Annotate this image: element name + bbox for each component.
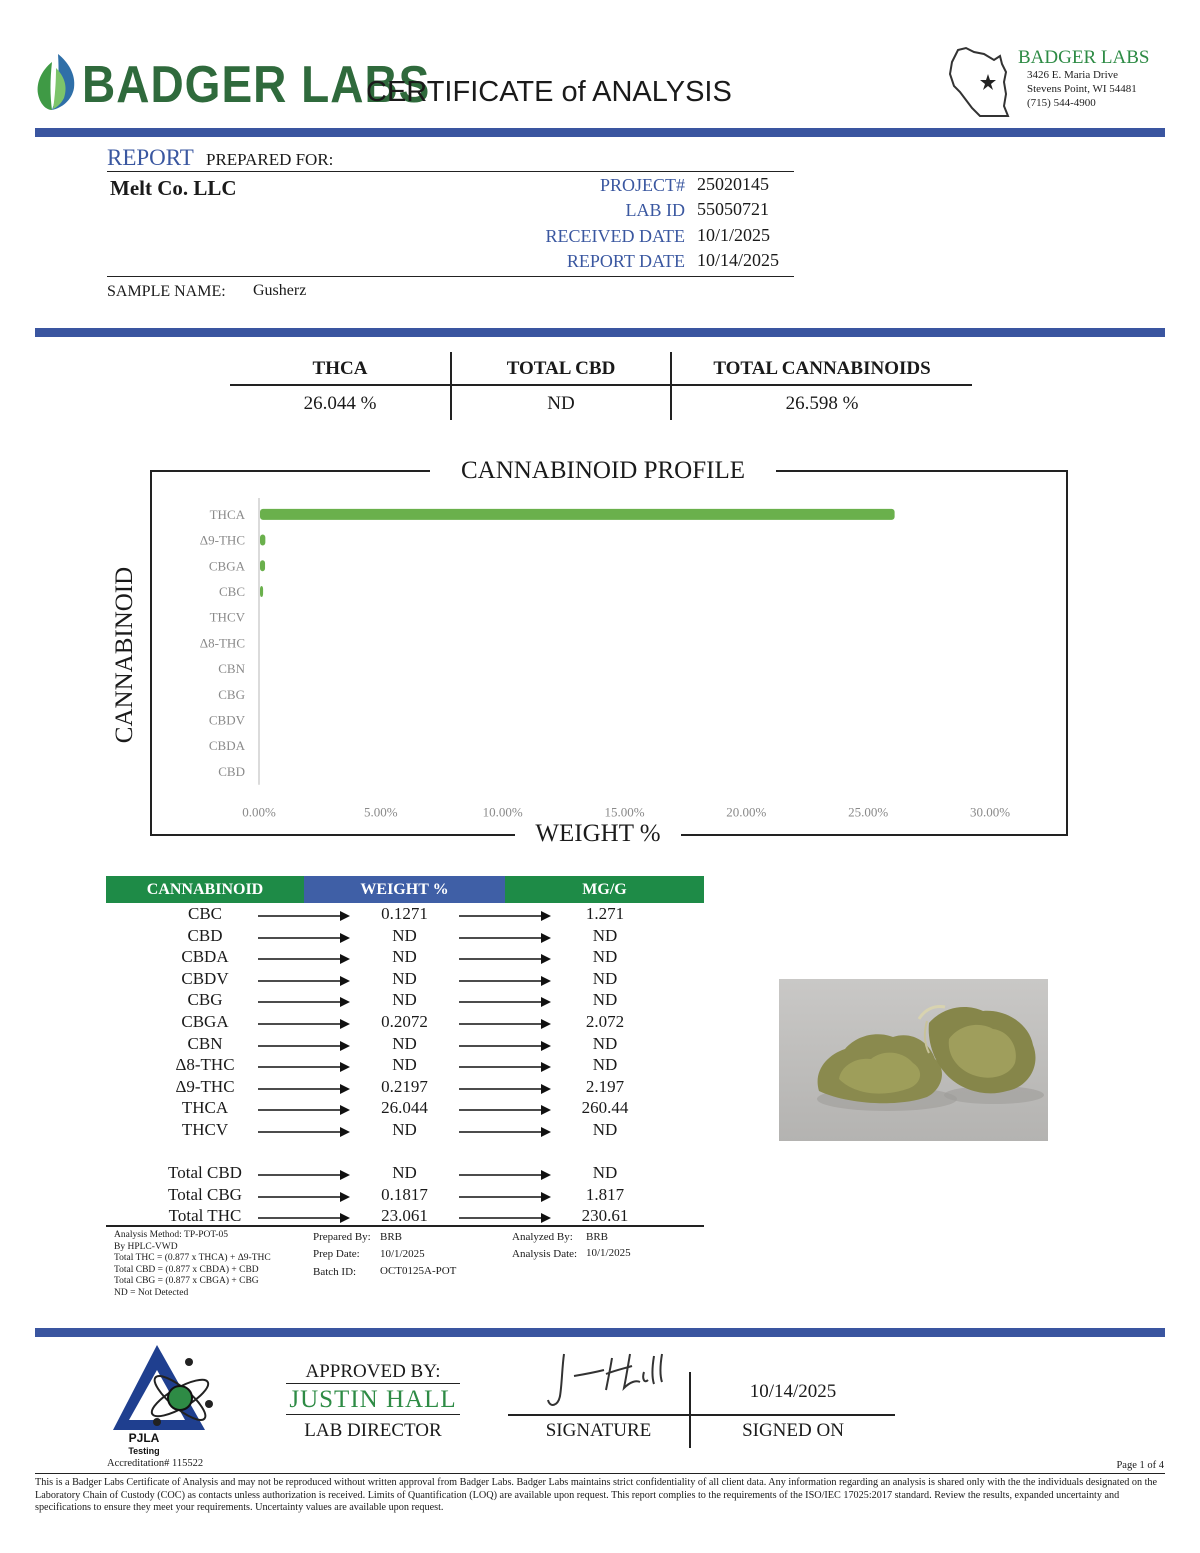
project-label: PROJECT# <box>599 175 685 195</box>
chart-x-tick-label: 30.00% <box>969 804 1011 820</box>
chart-bar <box>260 586 263 597</box>
cannabinoid-profile-chart <box>152 490 1066 820</box>
table-header-cannabinoid: CANNABINOID <box>106 876 304 903</box>
chart-bar <box>260 560 265 571</box>
total-name: Total CBG <box>168 1184 242 1204</box>
total-name: Total THC <box>168 1206 242 1226</box>
chart-x-label: WEIGHT % <box>515 820 681 848</box>
page-number: Page 1 of 4 <box>1116 1460 1164 1471</box>
method-by-line: By HPLC-VWD <box>114 1241 178 1252</box>
weight-value: 0.1271 <box>381 904 428 923</box>
cannabinoid-name: CBD <box>187 925 223 945</box>
mgg-value: 2.072 <box>585 1012 625 1031</box>
chart-category-label: Δ8-THC <box>199 635 245 651</box>
mgg-value: 260.44 <box>581 1098 629 1118</box>
summary-rule <box>230 384 972 386</box>
chart-category-label: CBD <box>218 763 245 779</box>
analyzed-by-value: BRB <box>586 1231 609 1243</box>
mgg-value: 230.61 <box>581 1206 629 1226</box>
mgg-value: 1.817 <box>585 1184 625 1204</box>
chart-x-tick-label: 25.00% <box>848 804 889 820</box>
report-date-value: 10/14/2025 <box>697 250 780 270</box>
batch-id-label: Batch ID: <box>313 1266 357 1278</box>
row-arrow-icon <box>258 1126 352 1138</box>
project-value: 25020145 <box>697 174 769 194</box>
chart-category-label: CBC <box>218 583 245 599</box>
weight-value: 0.1817 <box>381 1184 428 1204</box>
chart-category-label: CBDA <box>208 738 245 754</box>
row-arrow-icon <box>258 1083 352 1095</box>
chart-x-tick-label: 10.00% <box>482 804 523 820</box>
weight-value: 26.044 <box>381 1098 428 1118</box>
row-arrow-icon <box>459 1083 553 1095</box>
row-arrow-icon <box>258 953 352 965</box>
row-arrow-icon <box>258 1061 352 1073</box>
row-arrow-icon <box>459 996 553 1008</box>
logo-wordmark: BADGER LABS <box>82 55 431 114</box>
summary-total-cannabinoids-value: 26.598 % <box>785 393 859 414</box>
lab-name: BADGER LABS <box>1018 47 1150 68</box>
row-arrow-icon <box>258 1104 352 1116</box>
row-arrow-icon <box>258 1191 352 1203</box>
row-arrow-icon <box>459 953 553 965</box>
cannabinoid-name: CBDV <box>181 968 229 988</box>
lab-id-value: 55050721 <box>697 199 769 219</box>
wisconsin-map-icon <box>944 42 1022 120</box>
row-arrow-icon <box>459 1040 553 1052</box>
chart-x-tick-label: 5.00% <box>364 804 398 820</box>
signed-on-label: SIGNED ON <box>742 1420 844 1441</box>
mgg-value: ND <box>592 1055 618 1075</box>
report-rule-bottom <box>107 276 794 277</box>
cannabinoid-name: CBDA <box>181 947 229 967</box>
method-line: Analysis Method: TP-POT-05 <box>114 1230 229 1240</box>
chart-y-label: CANNABINOID <box>111 555 139 755</box>
weight-value: 0.2197 <box>381 1076 428 1096</box>
row-arrow-icon <box>258 1169 352 1181</box>
weight-value: ND <box>392 990 417 1010</box>
report-rule-top <box>107 171 794 172</box>
client-name: Melt Co. LLC <box>110 176 237 200</box>
chart-category-label: Δ9-THC <box>199 532 245 548</box>
row-arrow-icon <box>459 1126 553 1138</box>
chart-category-label: CBDV <box>208 712 245 728</box>
row-arrow-icon <box>258 1018 352 1030</box>
prepared-for-label: PREPARED FOR: <box>206 150 334 169</box>
row-arrow-icon <box>258 1212 352 1224</box>
mgg-value: 1.271 <box>585 904 625 923</box>
cannabinoid-name: THCV <box>181 1120 229 1139</box>
cannabinoid-name: CBG <box>187 990 223 1010</box>
approver-name: JUSTIN HALL <box>289 1386 457 1413</box>
prepared-by-label: Prepared By: <box>313 1231 371 1243</box>
chart-bar <box>260 509 895 520</box>
weight-value: ND <box>392 1033 417 1053</box>
chart-title: CANNABINOID PROFILE <box>430 457 776 485</box>
row-arrow-icon <box>459 975 553 987</box>
header-divider <box>35 128 1165 137</box>
chart-x-tick-label: 0.00% <box>242 804 276 820</box>
sample-photo <box>779 979 1048 1141</box>
section-divider <box>35 328 1165 337</box>
cbg-formula: Total CBG = (0.877 x CBGA) + CBG <box>114 1276 259 1286</box>
analyzed-by-label: Analyzed By: <box>512 1231 573 1243</box>
cannabinoid-name: CBC <box>187 904 223 923</box>
summary-thca-label: THCA <box>312 358 368 379</box>
mgg-value: ND <box>592 925 618 945</box>
summary-total-cbd-label: TOTAL CBD <box>506 358 616 379</box>
summary-total-cbd-value: ND <box>547 393 575 414</box>
table-rule-bottom <box>106 1225 704 1227</box>
weight-value: ND <box>392 1055 417 1075</box>
mgg-value: ND <box>592 947 618 967</box>
summary-thca-value: 26.044 % <box>303 393 377 414</box>
signature-image <box>540 1348 670 1414</box>
row-arrow-icon <box>258 910 352 922</box>
summary-total-cannabinoids-label: TOTAL CANNABINOIDS <box>713 358 931 379</box>
mgg-value: ND <box>592 1163 618 1183</box>
weight-value: 23.061 <box>381 1206 428 1226</box>
footer-rule <box>35 1473 1165 1474</box>
received-date-value: 10/1/2025 <box>697 225 771 245</box>
method-notes <box>114 1230 271 1299</box>
prepared-by-value: BRB <box>380 1231 403 1243</box>
nd-note: ND = Not Detected <box>114 1287 189 1298</box>
accreditation-number: Accreditation# 115522 <box>107 1458 204 1469</box>
weight-value: ND <box>392 1120 417 1139</box>
approver-rule <box>286 1414 460 1415</box>
document-title: CERTIFICATE of ANALYSIS <box>366 76 732 108</box>
prep-date-label: Prep Date: <box>313 1248 360 1260</box>
cannabinoid-name: Δ8-THC <box>175 1055 235 1075</box>
total-name: Total CBD <box>168 1163 242 1183</box>
approver-title: LAB DIRECTOR <box>304 1420 442 1441</box>
chart-category-label: THCA <box>209 506 245 522</box>
chart-category-label: THCV <box>209 609 245 625</box>
weight-value: ND <box>392 1163 417 1183</box>
weight-value: ND <box>392 925 417 945</box>
weight-value: 0.2072 <box>381 1012 428 1031</box>
analysis-date-label: Analysis Date: <box>512 1248 578 1260</box>
row-arrow-icon <box>459 1191 553 1203</box>
batch-id-value: OCT0125A-POT <box>380 1265 457 1277</box>
mgg-value: ND <box>592 1033 618 1053</box>
row-arrow-icon <box>459 1061 553 1073</box>
sample-name-value: Gusherz <box>253 282 307 299</box>
received-date-label: RECEIVED DATE <box>545 226 685 246</box>
row-arrow-icon <box>459 1212 553 1224</box>
row-arrow-icon <box>459 910 553 922</box>
row-arrow-icon <box>459 1018 553 1030</box>
table-header-weight: WEIGHT % <box>304 876 505 903</box>
cannabinoid-name: Δ9-THC <box>175 1076 235 1096</box>
cbd-formula: Total CBD = (0.877 x CBDA) + CBD <box>114 1264 259 1275</box>
chart-category-label: CBGA <box>208 558 245 574</box>
approval-divider <box>35 1328 1165 1337</box>
signature-label: SIGNATURE <box>545 1420 652 1441</box>
cannabinoid-name: CBN <box>187 1033 223 1053</box>
approved-by-rule <box>286 1383 460 1384</box>
chart-x-tick-label: 20.00% <box>726 804 767 820</box>
pjla-label: PJLA <box>128 1431 160 1445</box>
mgg-value: 2.197 <box>585 1076 625 1096</box>
analysis-date-value: 10/1/2025 <box>586 1247 631 1259</box>
row-arrow-icon <box>459 1104 553 1116</box>
signature-rule <box>508 1414 895 1416</box>
disclaimer: This is a Badger Labs Certificate of Analysis and may not be reproduced without written approval from Badger Labs. Badger Labs maintains strict confidentiality of all client data. Any information regarding an analysis is shared only with the the individuals designated on the Laboratory Chain of Custody (COC) as contacts unless authorization is received. Limits of Quantification (LOQ) are available upon request. This report complies to the requirements of the ISO/IEC 17025:2017 standard. Review the results, expanded uncertainty and specifications to ensure they meet your requirements. Uncertainty values are available upon request. <box>35 1477 1158 1513</box>
approved-by-label: APPROVED BY: <box>305 1361 441 1382</box>
row-arrow-icon <box>459 932 553 944</box>
lab-address-line1: 3426 E. Maria Drive <box>1027 69 1119 81</box>
weight-value: ND <box>392 968 417 988</box>
table-header-mgg: MG/G <box>505 876 704 903</box>
prep-date-value: 10/1/2025 <box>380 1248 425 1260</box>
report-date-label: REPORT DATE <box>566 251 685 271</box>
badger-leaf-logo-icon <box>34 52 80 112</box>
sample-name-label: SAMPLE NAME: <box>107 283 226 300</box>
row-arrow-icon <box>258 1040 352 1052</box>
row-arrow-icon <box>258 932 352 944</box>
row-arrow-icon <box>459 1169 553 1181</box>
mgg-value: ND <box>592 1120 618 1139</box>
pjla-testing-label: Testing <box>128 1446 160 1456</box>
cannabinoid-name: THCA <box>181 1098 229 1118</box>
chart-category-label: CBN <box>218 661 245 677</box>
lab-phone: (715) 544-4900 <box>1027 97 1096 109</box>
lab-address-line2: Stevens Point, WI 54481 <box>1027 83 1137 95</box>
cannabinoid-name: CBGA <box>181 1012 229 1031</box>
mgg-value: ND <box>592 968 618 988</box>
weight-value: ND <box>392 947 417 967</box>
row-arrow-icon <box>258 996 352 1008</box>
chart-category-label: CBG <box>218 686 245 702</box>
row-arrow-icon <box>258 975 352 987</box>
signed-date: 10/14/2025 <box>749 1381 837 1402</box>
chart-x-tick-label: 15.00% <box>604 804 645 820</box>
lab-id-label: LAB ID <box>625 200 685 220</box>
mgg-value: ND <box>592 990 618 1010</box>
chart-bar <box>260 535 265 546</box>
thc-formula: Total THC = (0.877 x THCA) + Δ9-THC <box>114 1253 271 1263</box>
report-label: REPORT <box>107 145 194 170</box>
